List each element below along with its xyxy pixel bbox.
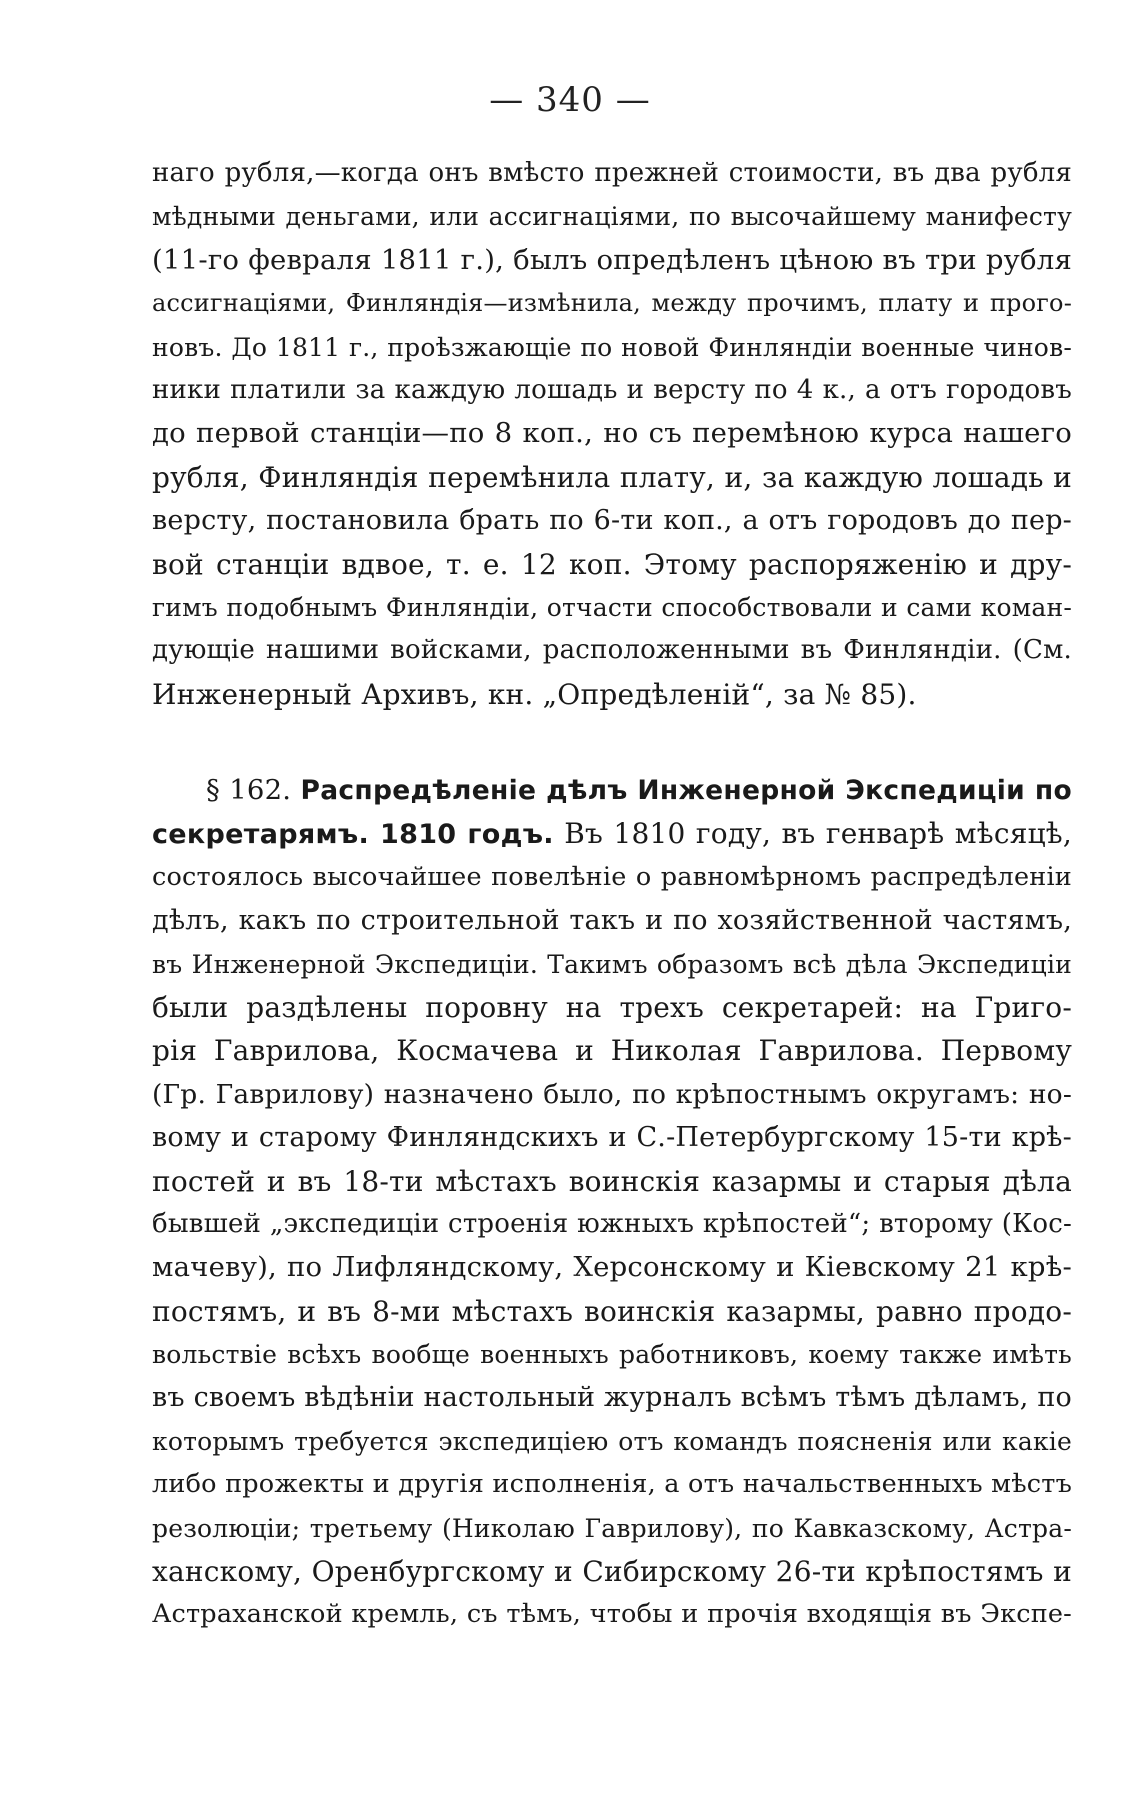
- text-line: бывшей „экспедиціи строенія южныхъ крѣпостей“; второму (Кос-: [152, 1208, 1072, 1239]
- text-line: рія Гаврилова, Космачева и Николая Гаврилова. Первому: [152, 1034, 1072, 1068]
- section-mark: § 162.: [206, 774, 292, 806]
- text-line: вольствіе всѣхъ вообще военныхъ работниковъ, коему также имѣть: [152, 1340, 1072, 1370]
- text-line: въ Инженерной Экспедиціи. Такимъ образомъ всѣ дѣла Экспедиціи: [152, 949, 1072, 979]
- text-line: дѣлъ, какъ по строительной такъ и по хозяйственной частямъ,: [152, 905, 1072, 937]
- text-line: въ своемъ вѣдѣніи настольный журналъ всѣмъ тѣмъ дѣламъ, по: [152, 1382, 1072, 1414]
- section-heading-line-2: [152, 812, 1072, 855]
- text-line: Инженерный Архивъ, кн. „Опредѣленій“, за № 85).: [152, 677, 917, 711]
- page-number: — 340 —: [489, 80, 651, 120]
- section-heading-line: [152, 769, 1072, 812]
- text-line: ассигнаціями, Финляндія—измѣнила, между прочимъ, плату и прого-: [152, 289, 1072, 318]
- text-line: до первой станціи—по 8 коп., но съ перемѣною курса нашего: [152, 417, 1072, 450]
- text-line: которымъ требуется экспедиціею отъ командъ поясненія или какіе: [152, 1426, 1072, 1456]
- text-line: постямъ, и въ 8-ми мѣстахъ воинскія казармы, равно продо-: [152, 1294, 1072, 1328]
- text-line: версту, постановила брать по 6-ти коп., а отъ городовъ до пер-: [152, 505, 1072, 537]
- text-line: (Гр. Гаврилову) назначено было, по крѣпостнымъ округамъ: но-: [152, 1078, 1072, 1110]
- text-line: наго рубля,—когда онъ вмѣсто прежней стоимости, въ два рубля: [152, 158, 1072, 188]
- section-heading-continued: секретарямъ. 1810 годъ.: [152, 819, 554, 851]
- text-line: вому и старому Финляндскихъ и С.-Петербургскому 15-ти крѣ-: [152, 1122, 1072, 1154]
- text-fragment: Въ 1810 году, въ генварѣ мѣсяцѣ,: [564, 817, 1072, 851]
- text-line: постей и въ 18-ти мѣстахъ воинскія казармы и старыя дѣла: [152, 1164, 1072, 1198]
- text-line: дующіе нашими войсками, расположенными въ Финляндіи. (См.: [152, 635, 1072, 666]
- text-line: были раздѣлены поровну на трехъ секретарей: на Григо-: [152, 990, 1072, 1024]
- text-line: (11-го февраля 1811 г.), былъ опредѣленъ цѣною въ три рубля: [152, 243, 1072, 276]
- section-162: [152, 769, 1072, 1637]
- text-line: гимъ подобнымъ Финляндіи, отчасти способствовали и сами коман-: [152, 592, 1072, 622]
- text-line: либо прожекты и другія исполненія, а отъ начальственныхъ мѣстъ: [152, 1469, 1072, 1500]
- text-line: мачеву), по Лифляндскому, Херсонскому и Кіевскому 21 крѣ-: [152, 1251, 1072, 1284]
- text-line: состоялось высочайшее повелѣніе о равномѣрномъ распредѣленіи: [152, 861, 1072, 892]
- section-heading: Распредѣленіе дѣлъ Инженерной Экспедиціи по: [300, 775, 1072, 806]
- text-line: новъ. До 1811 г., проѣзжающіе по новой Финляндіи военные чинов-: [152, 332, 1072, 362]
- paragraph-continued: [152, 152, 1072, 716]
- text-line: ханскому, Оренбургскому и Сибирскому 26-ти крѣпостямъ и: [152, 1555, 1072, 1589]
- text-line: ники платили за каждую лошадь и версту по 4 к., а отъ городовъ: [152, 374, 1072, 405]
- text-line: мѣдными деньгами, или ассигнаціями, по высочайшему манифесту: [152, 202, 1072, 232]
- text-line: Астраханской кремль, съ тѣмъ, чтобы и прочія входящія въ Экспе-: [152, 1599, 1072, 1630]
- text-line: резолюціи; третьему (Николаю Гаврилову), по Кавказскому, Астра-: [152, 1513, 1072, 1543]
- text-line: вой станціи вдвое, т. е. 12 коп. Этому распоряженію и дру-: [152, 547, 1072, 581]
- text-line: рубля, Финляндія перемѣнила плату, и, за каждую лошадь и: [152, 460, 1072, 494]
